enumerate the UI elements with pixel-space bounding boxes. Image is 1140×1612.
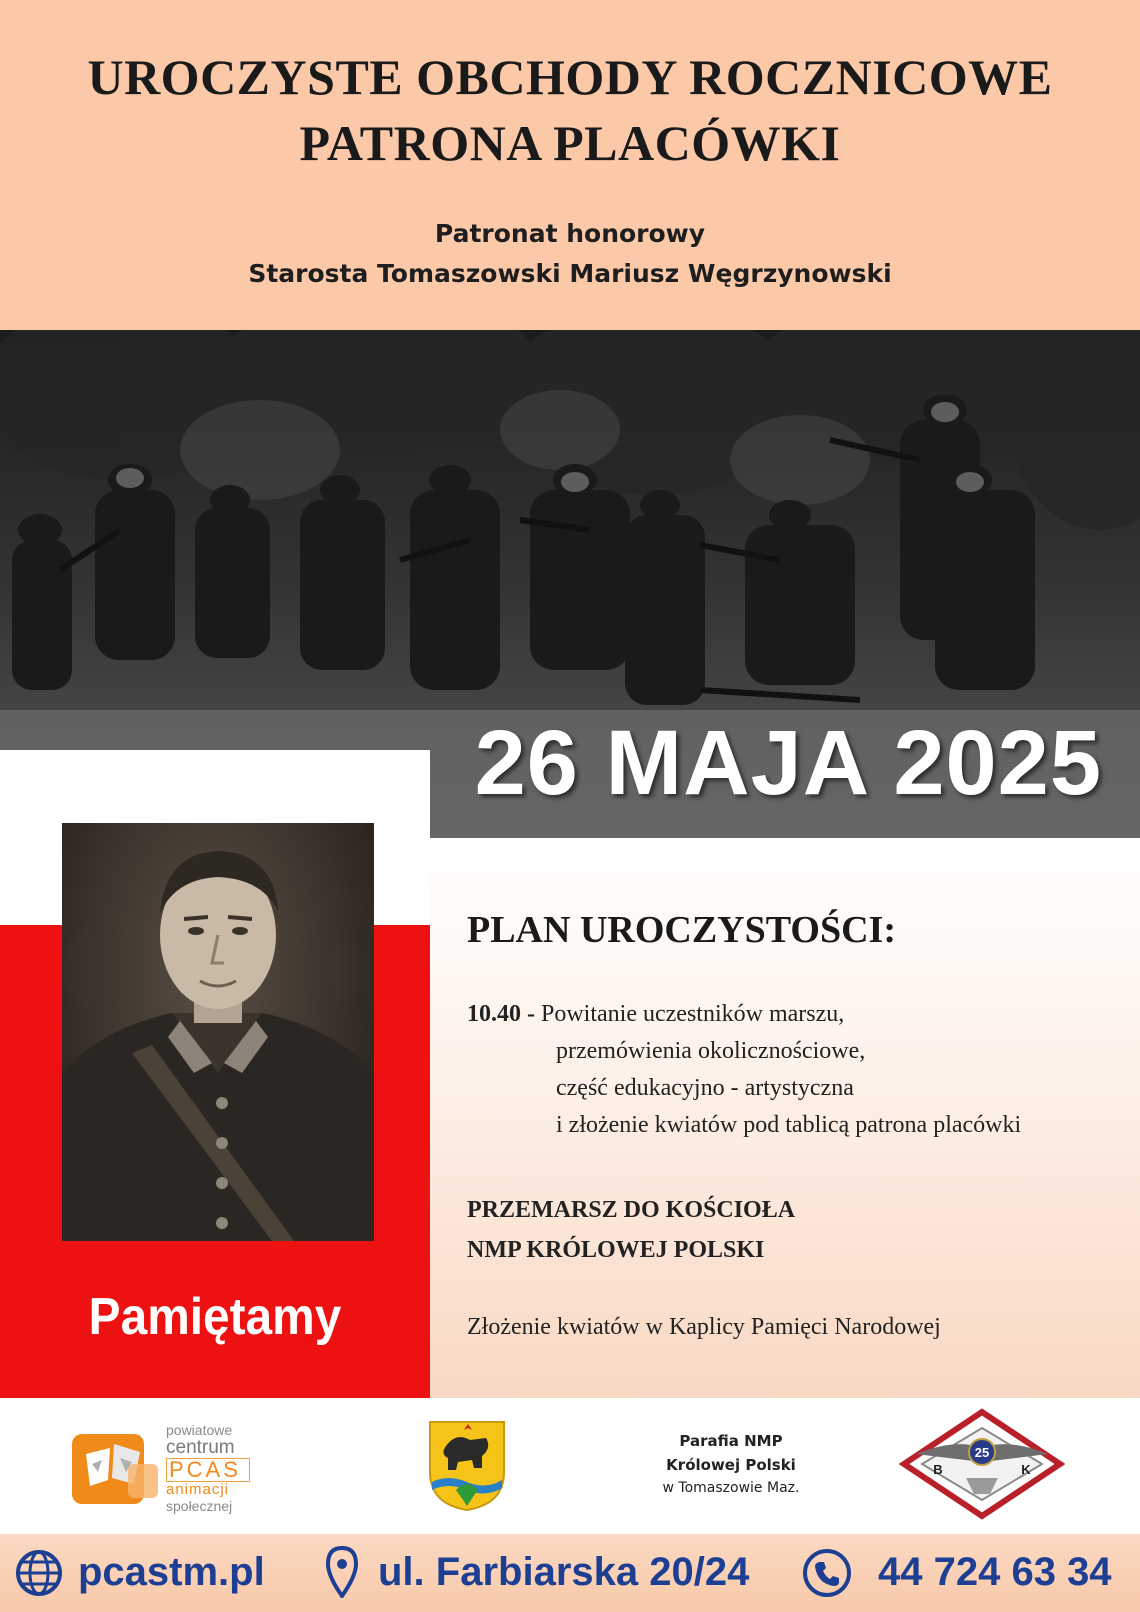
- schedule-time: 10.40 -: [467, 1001, 535, 1027]
- location-pin-icon: [326, 1546, 358, 1598]
- parish-logo-text: [628, 1429, 834, 1499]
- pcas-line1: powiatowe: [166, 1422, 233, 1438]
- pcas-line2: centrum: [166, 1437, 235, 1458]
- schedule-entry: [467, 996, 1127, 1144]
- military-badge-icon: [896, 1408, 1068, 1520]
- parish-line3: w Tomaszowie Maz.: [662, 1480, 800, 1496]
- badge-letter-k: K: [1021, 1462, 1031, 1477]
- badge-letter-b: B: [933, 1462, 943, 1477]
- march-line2: NMP KRÓLOWEJ POLSKI: [467, 1237, 765, 1263]
- parish-line2: Królowej Polski: [666, 1456, 796, 1474]
- event-title-line1: UROCZYSTE OBCHODY ROCZNICOWE: [87, 49, 1053, 105]
- event-title: [0, 44, 1140, 176]
- badge-number: 25: [974, 1445, 990, 1460]
- pcas-logo-text: [166, 1422, 250, 1514]
- march-line1: PRZEMARSZ DO KOŚCIOŁA: [467, 1197, 796, 1223]
- patronage-label: Patronat honorowy: [434, 219, 706, 248]
- march-to-church: [467, 1190, 795, 1270]
- phone-number-link[interactable]: 44 724 63 34: [878, 1550, 1112, 1594]
- patron-portrait: [62, 823, 374, 1241]
- pcas-line4: animacji: [166, 1481, 230, 1498]
- globe-icon: [14, 1548, 64, 1598]
- schedule-line: część edukacyjno - artystyczna: [556, 1075, 854, 1101]
- honorary-patronage: [0, 214, 1140, 294]
- portrait-illustration: [62, 823, 374, 1241]
- parish-line1: Parafia NMP: [679, 1432, 783, 1450]
- plan-heading: PLAN UROCZYSTOŚCI:: [467, 909, 896, 951]
- pcas-logo-icon: [68, 1424, 164, 1508]
- schedule-first-line: Powitanie uczestników marszu,: [541, 1001, 845, 1027]
- flowers-chapel-note: Złożenie kwiatów w Kaplicy Pamięci Narodowej: [467, 1314, 941, 1340]
- patronage-name: Starosta Tomaszowski Mariusz Węgrzynowski: [248, 259, 892, 288]
- address-text: ul. Farbiarska 20/24: [378, 1550, 750, 1594]
- website-link[interactable]: pcastm.pl: [78, 1550, 265, 1594]
- phone-icon: [802, 1548, 852, 1598]
- county-coat-of-arms-icon: [426, 1418, 508, 1512]
- event-title-line2: PATRONA PLACÓWKI: [299, 115, 841, 171]
- remembrance-motto: Pamiętamy: [88, 1288, 342, 1346]
- header-banner: [0, 0, 1140, 330]
- pcas-line3: PCAS: [166, 1458, 250, 1482]
- event-date: 26 MAJA 2025: [474, 712, 1102, 814]
- pcas-line5: społecznej: [166, 1498, 233, 1514]
- schedule-line: przemówienia okolicznościowe,: [556, 1038, 866, 1064]
- schedule-line: i złożenie kwiatów pod tablicą patrona placówki: [556, 1112, 1022, 1138]
